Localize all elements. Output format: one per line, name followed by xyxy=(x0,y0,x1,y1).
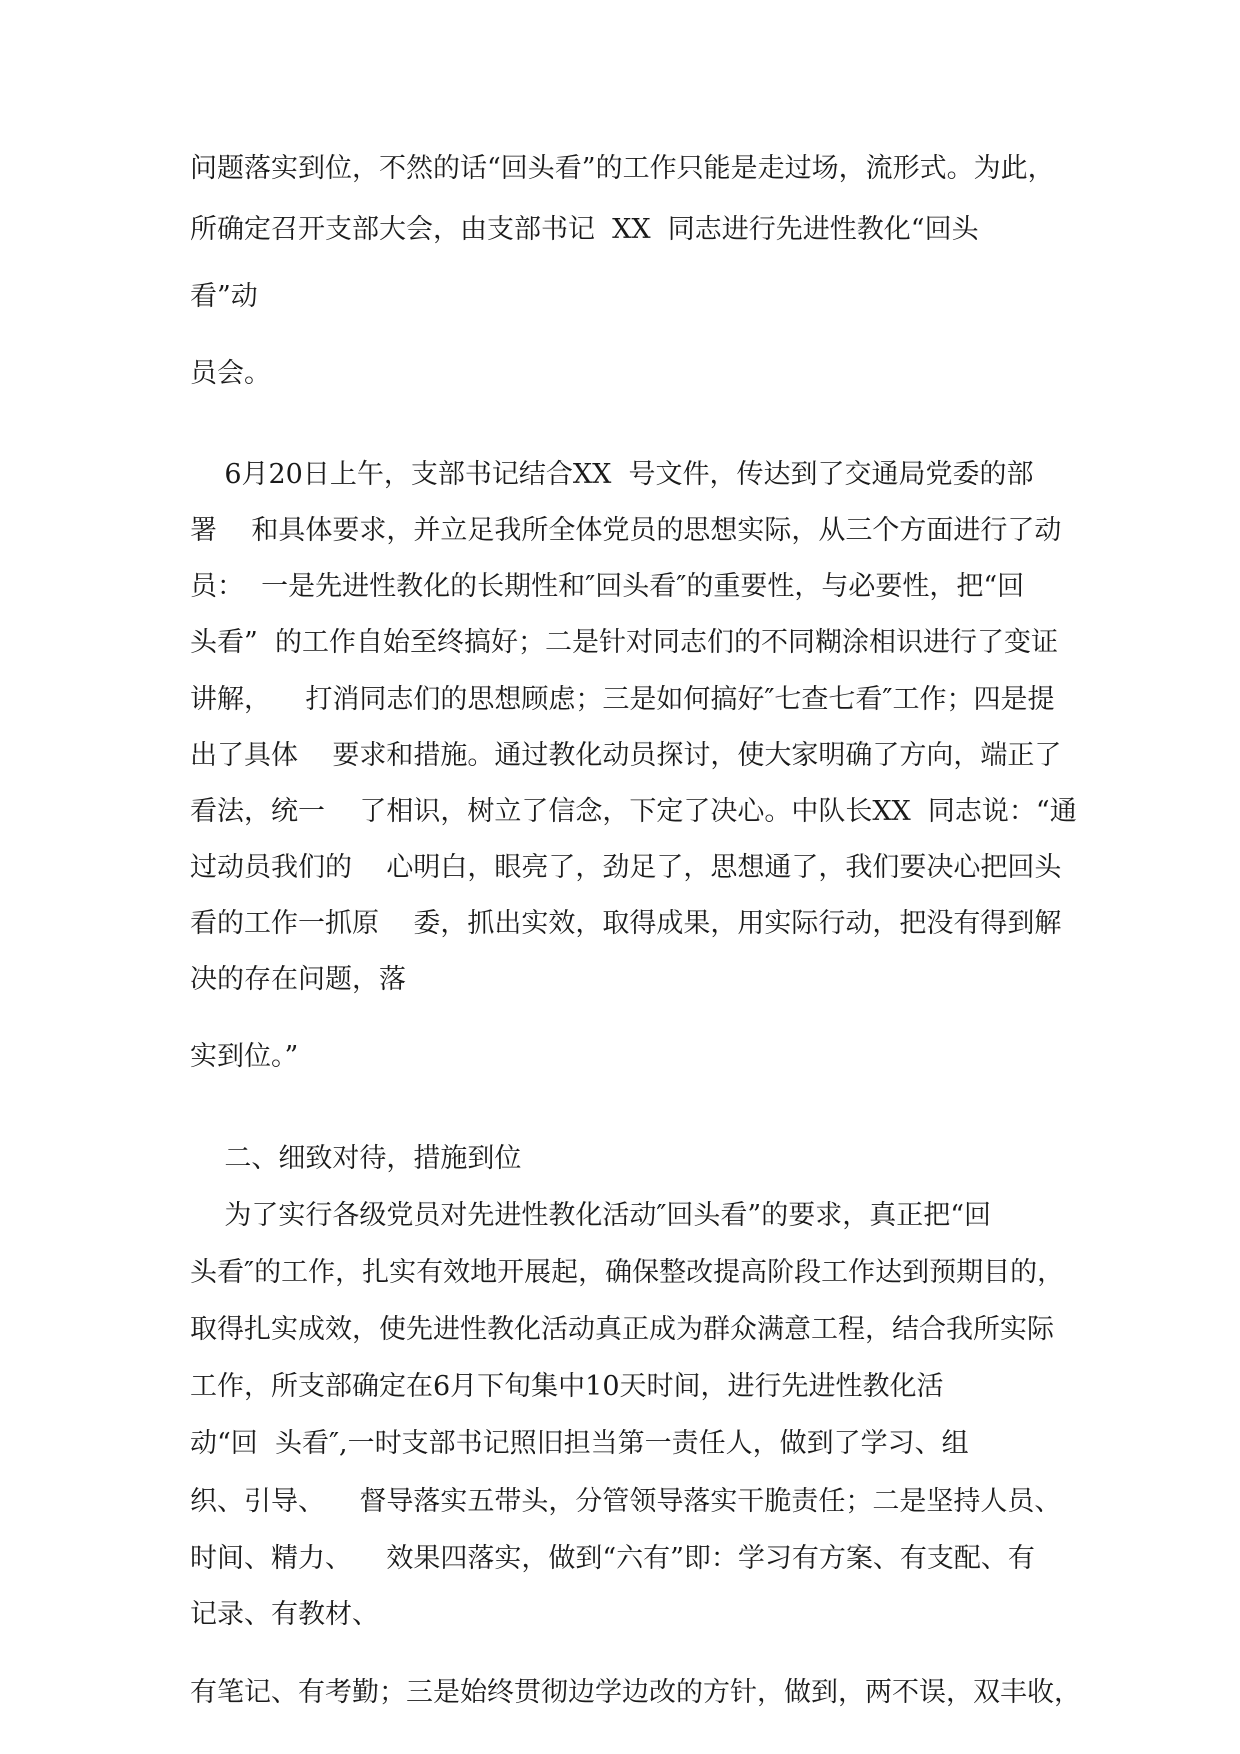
text-line: 出了具体 要求和措施。通过教化动员探讨，使大家明确了方向，端正了 xyxy=(190,740,1062,771)
text-line: 员会。 xyxy=(190,358,271,389)
text-line: 取得扎实成效，使先进性教化活动真正成为群众满意工程，结合我所实际 xyxy=(190,1314,1054,1345)
text-line: 实到位。” xyxy=(190,1041,299,1072)
text-line: 署 和具体要求，并立足我所全体党员的思想实际，从三个方面进行了动 xyxy=(190,515,1062,546)
text-line: 动“回 头看″,一时支部书记照旧担当第一责任人，做到了学习、组 xyxy=(190,1428,969,1459)
text-line: 问题落实到位，不然的话“回头看”的工作只能是走过场，流形式。为此， xyxy=(190,153,1055,184)
text-line: 员： 一是先进性教化的长期性和″回头看″的重要性，与必要性，把“回 xyxy=(190,571,1025,602)
text-line: 为了实行各级党员对先进性教化活动″回头看”的要求，真正把“回 xyxy=(190,1200,992,1231)
text-line: 有笔记、有考勤；三是始终贯彻边学边改的方针，做到，两不误，双丰收， xyxy=(190,1677,1081,1708)
text-line: 看的工作一抓原 委，抓出实效，取得成果，用实际行动，把没有得到解 xyxy=(190,908,1062,939)
text-line: 看”动 xyxy=(190,281,258,312)
text-line: 织、引导、 督导落实五带头，分管领导落实干脆责任；二是坚持人员、 xyxy=(190,1486,1062,1517)
text-line: 讲解， 打消同志们的思想顾虑；三是如何搞好″七查七看″工作；四是提 xyxy=(190,684,1055,715)
text-line: 头看″的工作，扎实有效地开展起，确保整改提高阶段工作达到预期目的， xyxy=(190,1257,1065,1288)
text-line: 看法，统一 了相识，树立了信念，下定了决心。中队长XX 同志说：“通 xyxy=(190,796,1077,827)
text-line: 时间、精力、 效果四落实，做到“六有”即：学习有方案、有支配、有 xyxy=(190,1543,1035,1574)
text-line: 6月20日上午，支部书记结合XX 号文件，传达到了交通局党委的部 xyxy=(190,459,1034,490)
text-line: 工作，所支部确定在6月下旬集中10天时间，进行先进性教化活 xyxy=(190,1371,944,1402)
section-heading: 二、细致对待，措施到位 xyxy=(190,1143,522,1174)
text-line: 所确定召开支部大会，由支部书记 XX 同志进行先进性教化“回头 xyxy=(190,214,979,245)
text-line: 过动员我们的 心明白，眼亮了，劲足了，思想通了，我们要决心把回头 xyxy=(190,852,1062,883)
text-line: 决的存在问题，落 xyxy=(190,964,406,995)
text-line: 记录、有教材、 xyxy=(190,1599,379,1630)
text-line: 头看” 的工作自始至终搞好；二是针对同志们的不同糊涂相识进行了变证 xyxy=(190,627,1058,658)
